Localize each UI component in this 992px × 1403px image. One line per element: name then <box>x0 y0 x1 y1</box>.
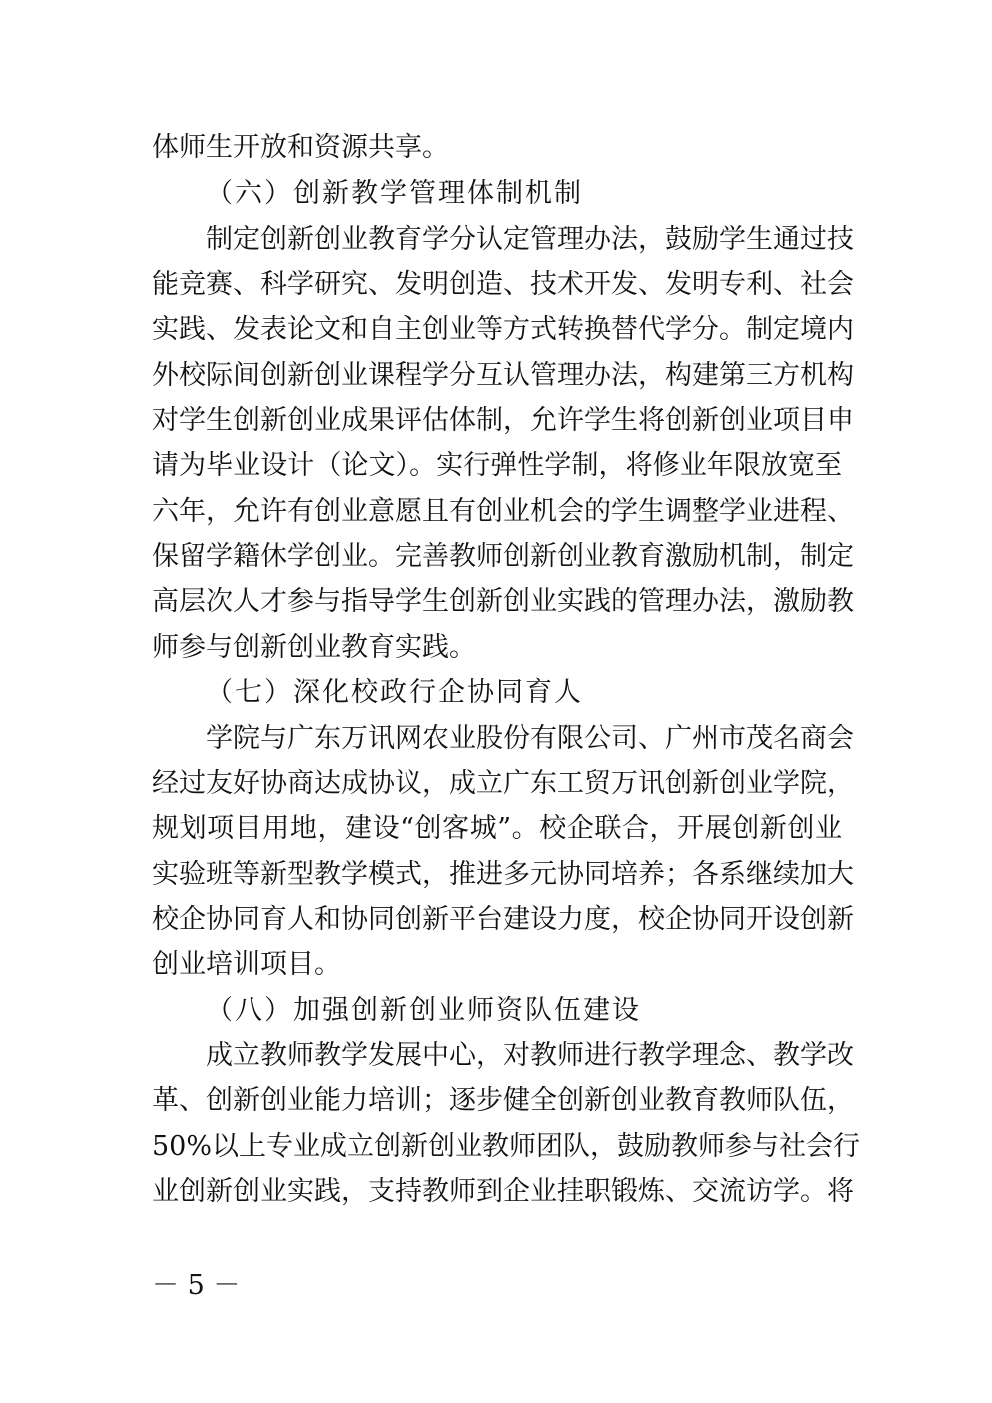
page-number: － 5 － <box>152 1270 241 1301</box>
paragraph-line: 实验班等新型教学模式，推进多元协同培养；各系继续加大 <box>152 859 854 890</box>
paragraph-line: 学院与广东万讯网农业股份有限公司、广州市茂名商会 <box>206 723 854 754</box>
paragraph-line: 创业培训项目。 <box>152 949 341 980</box>
paragraph-line: 外校际间创新创业课程学分互认管理办法，构建第三方机构 <box>152 360 854 391</box>
paragraph-line: 50%以上专业成立创新创业教师团队，鼓励教师参与社会行 <box>152 1131 861 1162</box>
paragraph-line: 制定创新创业教育学分认定管理办法，鼓励学生通过技 <box>206 224 854 255</box>
section-heading-8: （八）加强创新创业师资队伍建设 <box>206 995 641 1026</box>
paragraph-line: 实践、发表论文和自主创业等方式转换替代学分。制定境内 <box>152 314 854 345</box>
paragraph-line: 体师生开放和资源共享。 <box>152 132 449 163</box>
paragraph-line: 业创新创业实践，支持教师到企业挂职锻炼、交流访学。将 <box>152 1176 854 1207</box>
paragraph-line: 对学生创新创业成果评估体制，允许学生将创新创业项目申 <box>152 405 854 436</box>
paragraph-line: 成立教师教学发展中心，对教师进行教学理念、教学改 <box>206 1040 854 1071</box>
paragraph-line: 经过友好协商达成协议，成立广东工贸万讯创新创业学院， <box>152 768 854 799</box>
paragraph-line: 规划项目用地，建设“创客城”。校企联合，开展创新创业 <box>152 813 842 844</box>
paragraph-line: 校企协同育人和协同创新平台建设力度，校企协同开设创新 <box>152 904 854 935</box>
paragraph-line: 能竞赛、科学研究、发明创造、技术开发、发明专利、社会 <box>152 269 854 300</box>
paragraph-line: 保留学籍休学创业。完善教师创新创业教育激励机制，制定 <box>152 541 854 572</box>
paragraph-line: 高层次人才参与指导学生创新创业实践的管理办法，激励教 <box>152 586 854 617</box>
paragraph-line: 革、创新创业能力培训；逐步健全创新创业教育教师队伍， <box>152 1085 854 1116</box>
paragraph-line: 请为毕业设计（论文）。实行弹性学制，将修业年限放宽至 <box>152 450 842 481</box>
section-heading-6: （六）创新教学管理体制机制 <box>206 178 583 209</box>
section-heading-7: （七）深化校政行企协同育人 <box>206 677 583 708</box>
paragraph-line: 师参与创新创业教育实践。 <box>152 632 476 663</box>
paragraph-line: 六年，允许有创业意愿且有创业机会的学生调整学业进程、 <box>152 496 854 527</box>
